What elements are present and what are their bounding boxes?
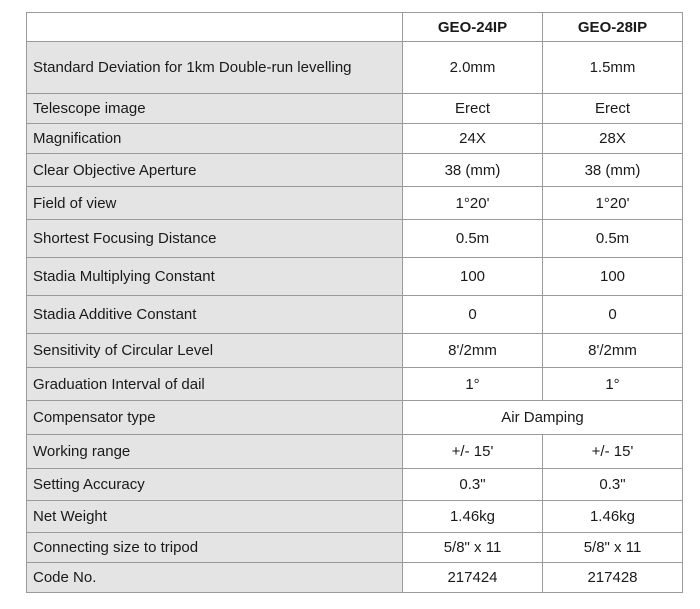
table-row	[27, 220, 683, 258]
row-label: Graduation Interval of dail	[27, 368, 403, 401]
row-label: Setting Accuracy	[27, 469, 403, 501]
geo-24ip-value: 0.5m	[403, 220, 543, 258]
table-row	[27, 42, 683, 94]
table-row	[27, 469, 683, 501]
spec-body	[27, 42, 683, 593]
row-label: Net Weight	[27, 501, 403, 533]
table-row	[27, 533, 683, 563]
geo-24ip-value: 24X	[403, 124, 543, 154]
geo-28ip-value: 0.5m	[543, 220, 683, 258]
geo-28ip-value: 1.5mm	[543, 42, 683, 94]
geo-24ip-value: 2.0mm	[403, 42, 543, 94]
geo-24ip-value: Erect	[403, 94, 543, 124]
table-row	[27, 368, 683, 401]
row-label: Sensitivity of Circular Level	[27, 334, 403, 368]
row-label: Compensator type	[27, 401, 403, 435]
row-label: Clear Objective Aperture	[27, 154, 403, 187]
geo-28ip-value: 1.46kg	[543, 501, 683, 533]
geo-24ip-value: 0	[403, 296, 543, 334]
header-row	[27, 13, 683, 42]
geo-24ip-value: 217424	[403, 563, 543, 593]
geo-28ip-value: +/- 15'	[543, 435, 683, 469]
row-label: Stadia Additive Constant	[27, 296, 403, 334]
row-label: Connecting size to tripod	[27, 533, 403, 563]
geo-24ip-value: 0.3"	[403, 469, 543, 501]
geo-28ip-value: 5/8" x 11	[543, 533, 683, 563]
table-row	[27, 334, 683, 368]
geo-28ip-value: 8'/2mm	[543, 334, 683, 368]
merged-value-cell: Air Damping	[403, 401, 683, 435]
table-row	[27, 154, 683, 187]
geo-28ip-value: 0	[543, 296, 683, 334]
row-label: Code No.	[27, 563, 403, 593]
table-row	[27, 501, 683, 533]
table-row	[27, 187, 683, 220]
row-label: Field of view	[27, 187, 403, 220]
geo-24ip-value: 1°	[403, 368, 543, 401]
geo-24ip-value: 38 (mm)	[403, 154, 543, 187]
geo-24ip-value: 100	[403, 258, 543, 296]
header-geo-28ip: GEO-28IP	[543, 13, 683, 42]
geo-24ip-value: 1.46kg	[403, 501, 543, 533]
geo-28ip-value: 217428	[543, 563, 683, 593]
table-row	[27, 435, 683, 469]
geo-28ip-value: 100	[543, 258, 683, 296]
table-row	[27, 94, 683, 124]
row-label: Stadia Multiplying Constant	[27, 258, 403, 296]
table-row	[27, 563, 683, 593]
geo-24ip-value: 8'/2mm	[403, 334, 543, 368]
geo-24ip-value: +/- 15'	[403, 435, 543, 469]
geo-28ip-value: 38 (mm)	[543, 154, 683, 187]
table-row	[27, 124, 683, 154]
row-label: Working range	[27, 435, 403, 469]
row-label: Magnification	[27, 124, 403, 154]
geo-28ip-value: 1°20'	[543, 187, 683, 220]
geo-28ip-value: 28X	[543, 124, 683, 154]
row-label: Standard Deviation for 1km Double-run levelling	[27, 42, 403, 94]
table-row	[27, 296, 683, 334]
table-row	[27, 258, 683, 296]
spec-table	[26, 12, 683, 593]
geo-24ip-value: 5/8" x 11	[403, 533, 543, 563]
geo-28ip-value: Erect	[543, 94, 683, 124]
geo-24ip-value: 1°20'	[403, 187, 543, 220]
header-geo-24ip: GEO-24IP	[403, 13, 543, 42]
table-row	[27, 401, 683, 435]
row-label: Shortest Focusing Distance	[27, 220, 403, 258]
header-corner	[27, 13, 403, 42]
row-label: Telescope image	[27, 94, 403, 124]
geo-28ip-value: 0.3"	[543, 469, 683, 501]
geo-28ip-value: 1°	[543, 368, 683, 401]
